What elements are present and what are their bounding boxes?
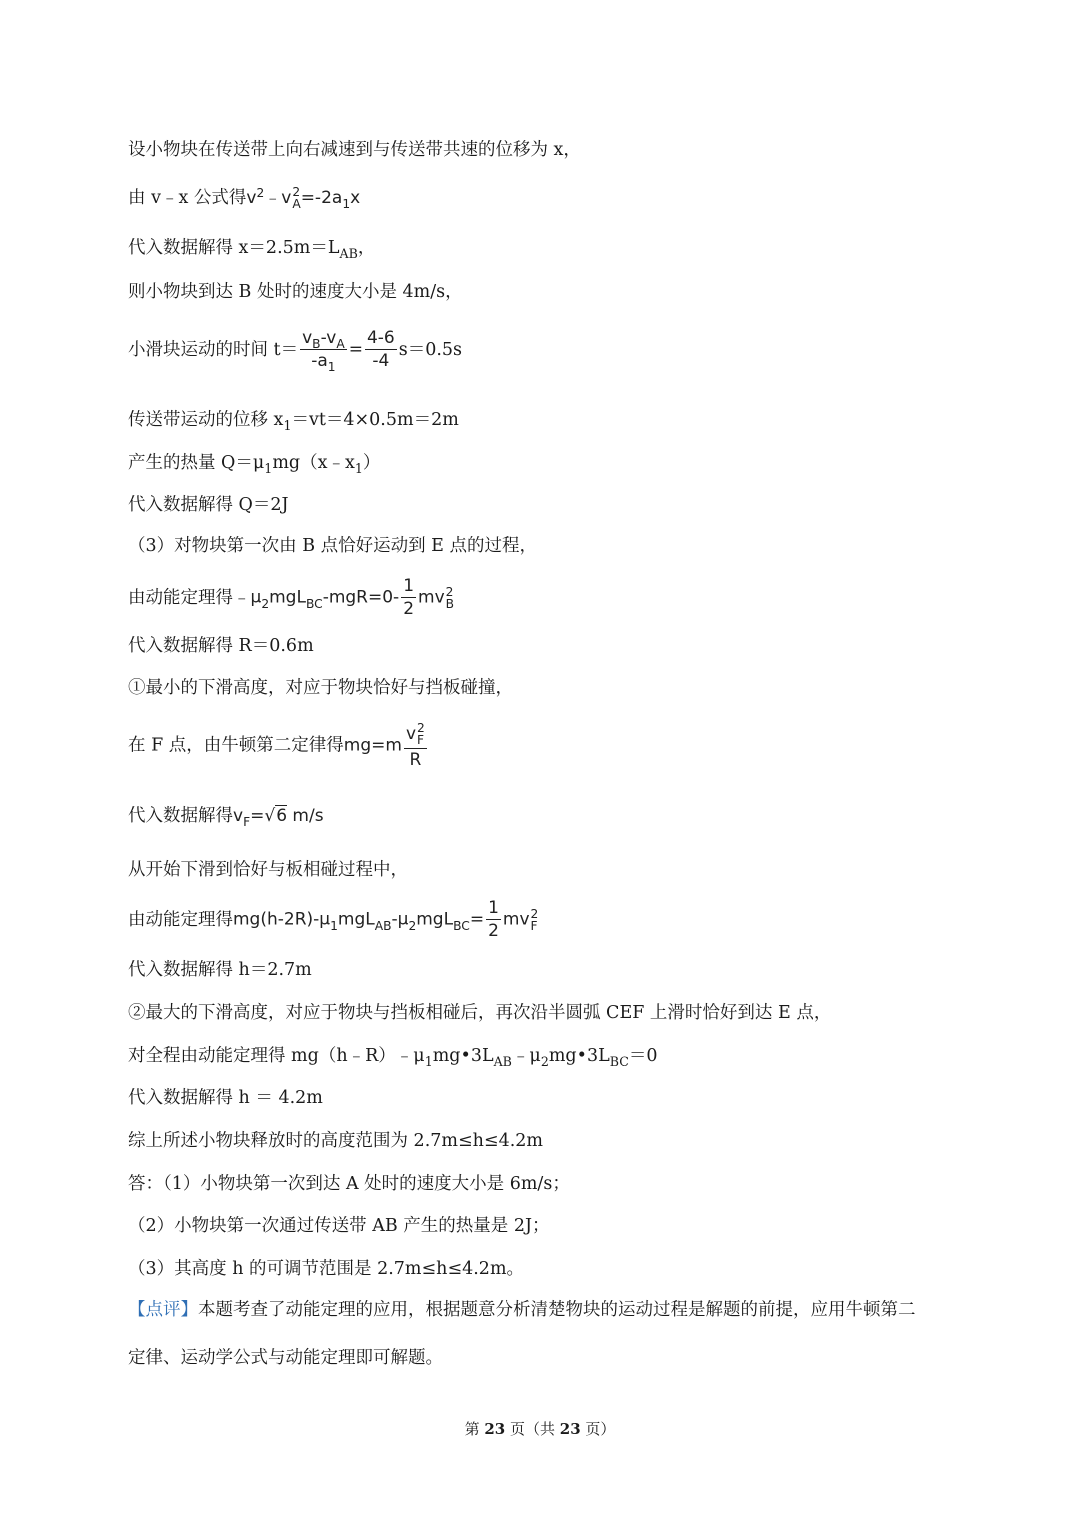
text-line: （3）其高度 h 的可调节范围是 2.7m≤h≤4.2m。 <box>128 1259 525 1279</box>
text-line: 则小物块到达 B 处时的速度大小是 4m/s， <box>128 282 463 302</box>
text-line: 在 F 点，由牛顿第二定律得mg=m v 2 F R <box>128 722 429 769</box>
text-line: ①最小的下滑高度，对应于物块恰好与挡板碰撞， <box>128 678 513 698</box>
text-line: 代入数据解得 h ＝ 4.2m <box>128 1088 323 1108</box>
comment-paragraph: 【点评】本题考查了动能定理的应用，根据题意分析清楚物块的运动过程是解题的前提，应用牛顿第二 定律、运动学公式与动能定理即可解题。 <box>128 1300 916 1368</box>
text-line: 对全程由动能定理得 $mg(h﹣R)﹣\mu_1mg•3L_{AB}﹣\mu_2mg•3L_{BC}=0$ <box>128 1046 658 1070</box>
formula-energy-1: $\mu_2mgL_{BC}-mgR=0-$ $\frac{1}{2}$ mv 2 B <box>250 576 455 619</box>
text-line: 综上所述小物块释放时的高度范围为 2.7m≤h≤4.2m <box>128 1131 544 1151</box>
text-line: （2）小物块第一次通过传送带 AB 产生的热量是 2J； <box>128 1216 550 1236</box>
text-line: 代入数据解得 h＝2.7m <box>128 960 312 980</box>
text-line: 代入数据解得 Q＝2J <box>128 495 289 515</box>
line-text: 由 v﹣x 公式得 <box>128 188 247 209</box>
text-line: 代入数据解得$v_F=√6$ m/s <box>128 806 324 830</box>
formula-energy-2: $mg(h-2R)-\mu_1mgL_{AB}-\mu_2mgL_{BC}=$ $\frac{1}{2}$ mv 2 F <box>233 898 539 941</box>
comment-tag: 【点评】 <box>128 1300 198 1320</box>
text-line: 代入数据解得 $x=2.5m=L_{AB}$， <box>128 238 376 262</box>
formula-vf: $v_F=√6$ m/s <box>233 806 324 830</box>
text-line: 由动能定理得$﹣\mu_2mgL_{BC}-mgR=0-$ $\frac{1}{2}$ mv 2 B <box>128 576 455 619</box>
text-line: 答：（1）小物块第一次到达 A 处时的速度大小是 6m/s； <box>128 1174 570 1194</box>
formula-newton: mg=m v 2 F R <box>343 721 425 771</box>
text-line: 从开始下滑到恰好与板相碰过程中， <box>128 860 408 880</box>
formula-v-x: $v^2﹣v$ 2 A $=-2a_1x$ <box>246 185 361 212</box>
text-line: 产生的热量 $Q=\mu_1mg(x﹣x_1)$ <box>128 453 381 477</box>
text-line: （3）对物块第一次由 B 点恰好运动到 E 点的过程， <box>128 536 538 556</box>
text-line: 传送带运动的位移 $x_1=vt=4\times 0.5m=2m$ <box>128 410 459 434</box>
text-line: ②最大的下滑高度，对应于物块与挡板相碰后，再次沿半圆弧 CEF 上滑时恰好到达 E 点， <box>128 1003 832 1023</box>
text-line: 由动能定理得$mg(h-2R)-\mu_1mgL_{AB}-\mu_2mgL_{BC}=$ $\frac{1}{2}$ mv 2 F <box>128 898 539 941</box>
text-line: 代入数据解得 R＝0.6m <box>128 636 314 656</box>
text-line: 小滑块运动的时间 t＝ $\frac{v_B-v_A}{-a_1}$ = $\frac{4-6}{-4}$ s＝0.5s <box>128 328 463 375</box>
text-line <box>128 186 360 210</box>
text-line: 设小物块在传送带上向右减速到与传送带共速的位移为 x， <box>128 140 581 160</box>
page-footer: 第 23 页（共 23 页） <box>464 1420 616 1438</box>
formula-time: $\frac{v_B-v_A}{-a_1}$ = $\frac{4-6}{-4}$ <box>302 328 395 375</box>
